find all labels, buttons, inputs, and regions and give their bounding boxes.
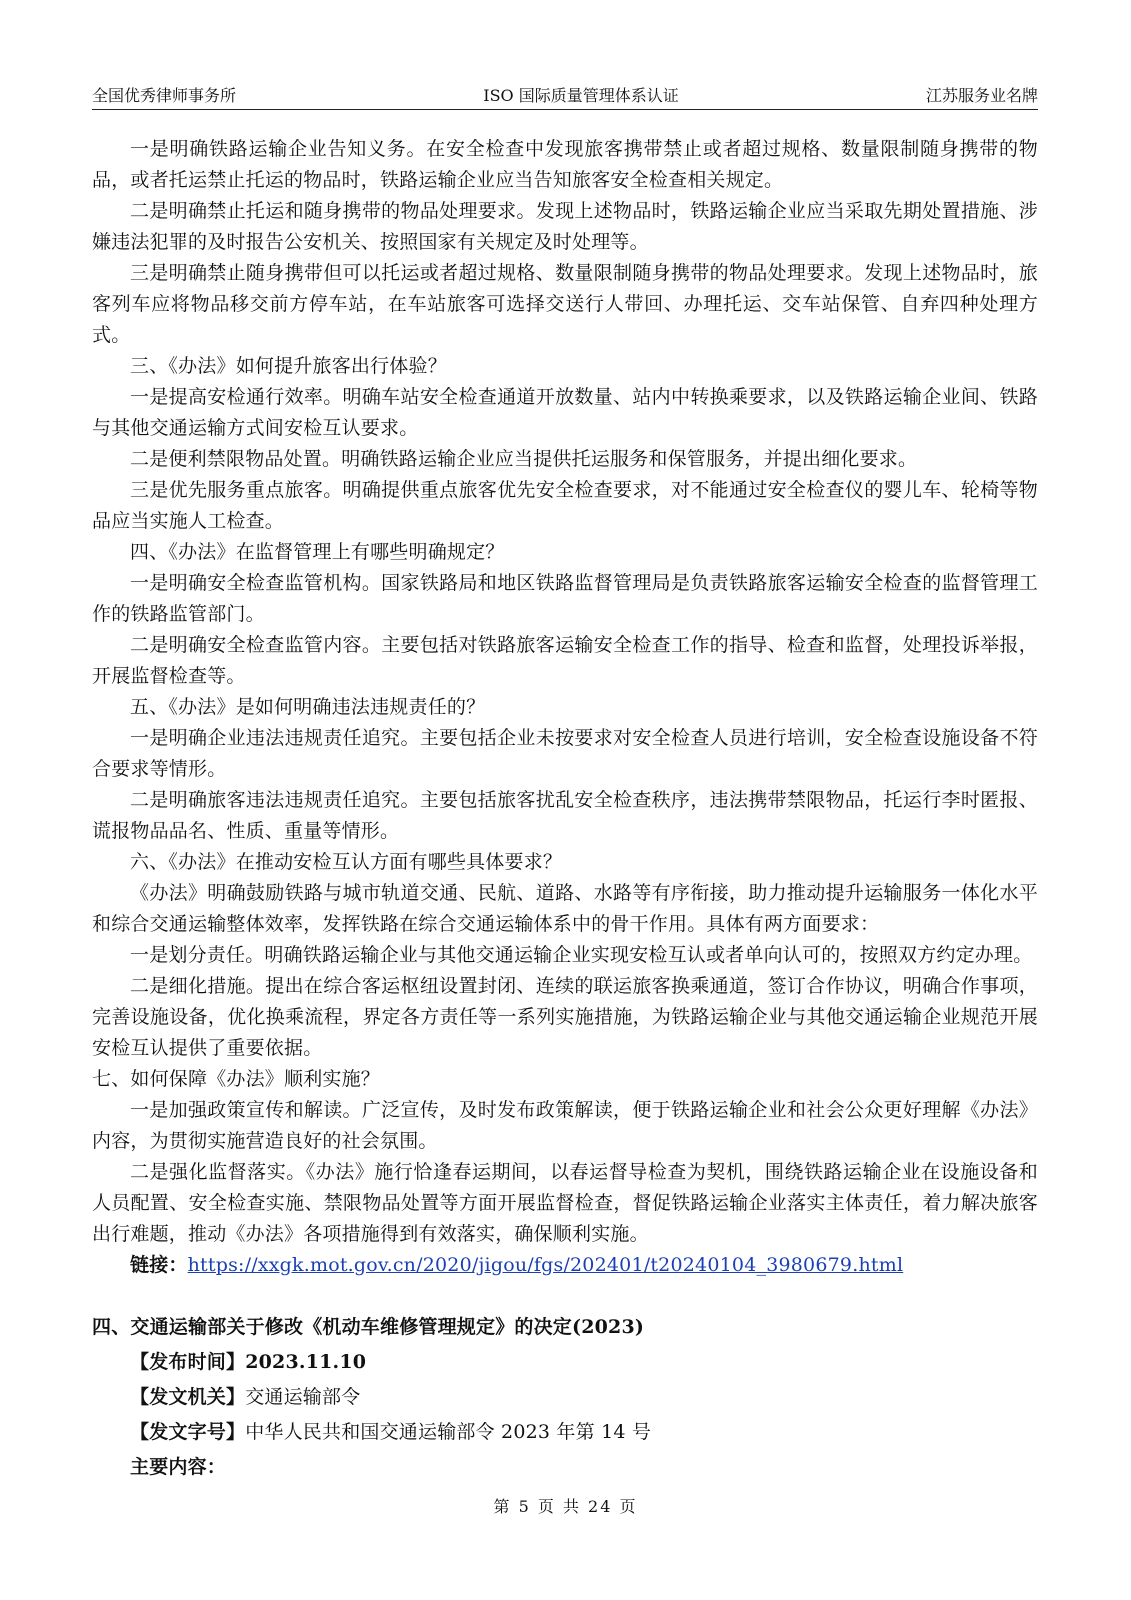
question-heading: 三、《办法》如何提升旅客出行体验？ [130,355,447,377]
publish-date-row [92,1347,1038,1378]
body-paragraph: 三是优先服务重点旅客。明确提供重点旅客优先安全检查要求，对不能通过安全检查仪的婴儿车、轮椅等物品应当实施人工检查。 [92,479,1038,532]
source-link[interactable]: https://xxgk.mot.gov.cn/2020/jigou/fgs/202401/t20240104_3980679.html [187,1254,904,1276]
publish-date-value: 2023.11.10 [245,1351,367,1373]
question-heading: 四、《办法》在监督管理上有哪些明确规定？ [130,541,505,563]
body-paragraph: 一是明确铁路运输企业告知义务。在安全检查中发现旅客携带禁止或者超过规格、数量限制随身携带的物品，或者托运禁止托运的物品时，铁路运输企业应当告知旅客安全检查相关规定。 [92,138,1038,191]
spacer [92,1281,1038,1312]
header-center: ISO 国际质量管理体系认证 [483,86,679,105]
body-paragraph: 一是明确安全检查监管机构。国家铁路局和地区铁路监督管理局是负责铁路旅客运输安全检查的监督管理工作的铁路监管部门。 [92,572,1038,625]
link-row [92,1250,1038,1281]
body-paragraph: 《办法》明确鼓励铁路与城市轨道交通、民航、道路、水路等有序衔接，助力推动提升运输服务一体化水平和综合交通运输整体效率，发挥铁路在综合交通运输体系中的骨干作用。具体有两方面要求： [92,882,1038,935]
question-heading: 六、《办法》在推动安检互认方面有哪些具体要求？ [130,851,563,873]
body-paragraph: 二是明确安全检查监管内容。主要包括对铁路旅客运输安全检查工作的指导、检查和监督，处理投诉举报，开展监督检查等。 [92,634,1038,687]
question-heading: 五、《办法》是如何明确违法违规责任的？ [130,696,486,718]
page-header [92,80,1038,110]
body-paragraph: 二是便利禁限物品处置。明确铁路运输企业应当提供托运服务和保管服务，并提出细化要求。 [130,448,918,470]
issuer-label: 【发文机关】 [130,1386,246,1408]
body-paragraph: 二是强化监督落实。《办法》施行恰逢春运期间，以春运督导检查为契机，围绕铁路运输企业在设施设备和人员配置、安全检查实施、禁限物品处置等方面开展监督检查，督促铁路运输企业落实主体责任，着力解决旅客出行难题，推动《办法》各项措施得到有效落实，确保顺利实施。 [92,1161,1038,1245]
body-paragraph: 一是加强政策宣传和解读。广泛宣传，及时发布政策解读，便于铁路运输企业和社会公众更好理解《办法》内容，为贯彻实施营造良好的社会氛围。 [92,1099,1038,1152]
body-paragraph: 二是细化措施。提出在综合客运枢纽设置封闭、连续的联运旅客换乘通道，签订合作协议，明确合作事项，完善设施设备，优化换乘流程，界定各方责任等一系列实施措施，为铁路运输企业与其他交通运输企业规范开展安检互认提供了重要依据。 [92,975,1038,1059]
page-content [92,134,1038,1483]
doc-number-value: 中华人民共和国交通运输部令 2023 年第 14 号 [245,1421,652,1443]
section-title: 四、交通运输部关于修改《机动车维修管理规定》的决定(2023) [92,1316,645,1338]
issuer-row [92,1382,1038,1413]
header-left: 全国优秀律师事务所 [92,86,237,105]
body-paragraph: 二是明确旅客违法违规责任追究。主要包括旅客扰乱安全检查秩序，违法携带禁限物品，托运行李时匿报、谎报物品品名、性质、重量等情形。 [92,789,1038,842]
main-content-label: 主要内容： [130,1456,227,1478]
body-paragraph: 二是明确禁止托运和随身携带的物品处理要求。发现上述物品时，铁路运输企业应当采取先期处置措施、涉嫌违法犯罪的及时报告公安机关、按照国家有关规定及时处理等。 [92,200,1038,253]
link-label: 链接： [130,1254,188,1276]
publish-date-label: 【发布时间】 [130,1351,246,1373]
page-footer: 第 5 页 共 24 页 [493,1497,638,1516]
body-paragraph: 一是明确企业违法违规责任追究。主要包括企业未按要求对安全检查人员进行培训，安全检查设施设备不符合要求等情形。 [92,727,1038,780]
body-paragraph: 三是明确禁止随身携带但可以托运或者超过规格、数量限制随身携带的物品处理要求。发现上述物品时，旅客列车应将物品移交前方停车站，在车站旅客可选择交送行人带回、办理托运、交车站保管、自弃四种处理方式。 [92,262,1038,346]
body-paragraph: 一是划分责任。明确铁路运输企业与其他交通运输企业实现安检互认或者单向认可的，按照双方约定办理。 [130,944,1033,966]
header-right: 江苏服务业名牌 [925,86,1038,105]
question-heading: 七、如何保障《办法》顺利实施？ [92,1068,381,1090]
doc-number-label: 【发文字号】 [130,1421,246,1443]
body-paragraph: 一是提高安检通行效率。明确车站安全检查通道开放数量、站内中转换乘要求，以及铁路运输企业间、铁路与其他交通运输方式间安检互认要求。 [92,386,1038,439]
issuer-value: 交通运输部令 [245,1386,361,1408]
doc-number-row [92,1417,1038,1448]
main-content-row [92,1452,1038,1483]
body-paragraphs [92,134,1038,1250]
